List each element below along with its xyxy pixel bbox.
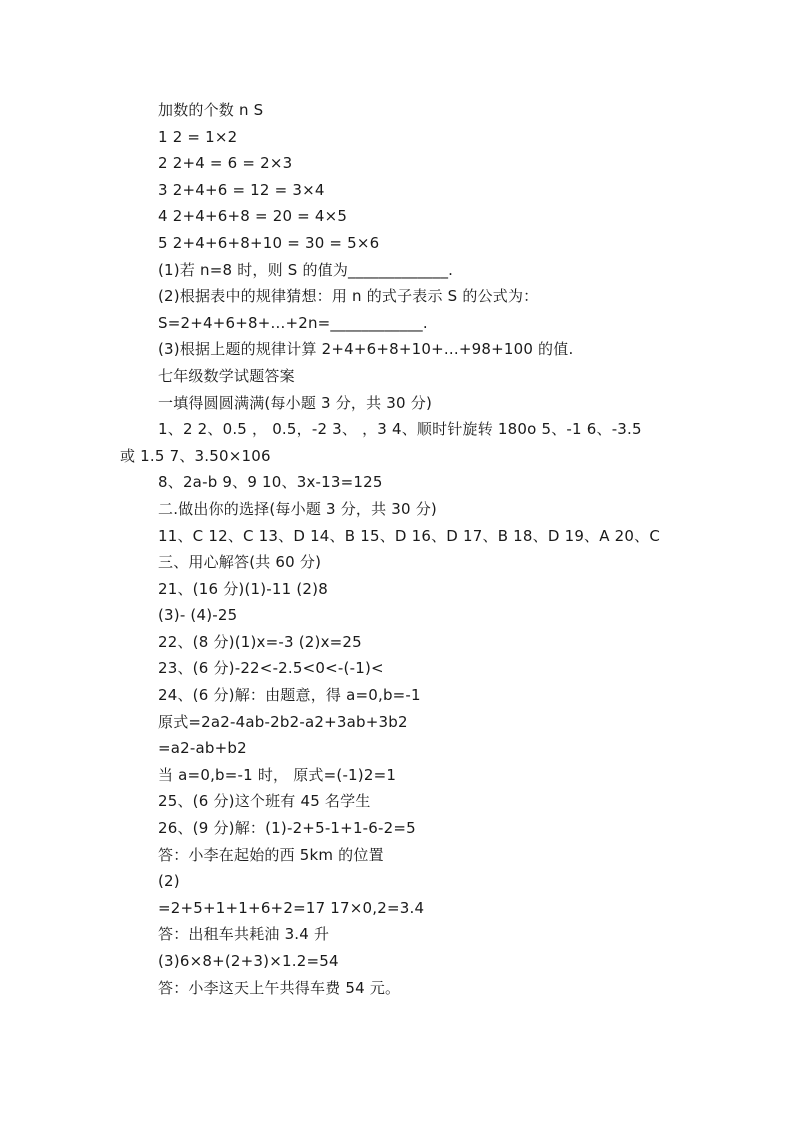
answer-line: 25、(6 分)这个班有 45 名学生 [158, 792, 371, 811]
answer-line: 答：出租车共耗油 3.4 升 [158, 925, 330, 944]
answer-line: 1、2 2、0.5 ， 0.5，-2 3、 ，3 4、顺时针旋转 180o 5、-1 6、-3.5 [158, 420, 642, 439]
answer-line: 答：小李这天上午共得车费 54 元。 [158, 978, 401, 997]
table-row: 2 2+4 = 6 = 2×3 [158, 154, 293, 173]
table-row: 5 2+4+6+8+10 = 30 = 5×6 [158, 233, 380, 252]
answer-line: =2+5+1+1+6+2=17 17×0,2=3.4 [158, 898, 425, 917]
answer-line: 8、2a-b 9、9 10、3x-13=125 [158, 473, 383, 492]
answer-line: 11、C 12、C 13、D 14、B 15、D 16、D 17、B 18、D 19、A 20、C [158, 526, 661, 545]
table-header: 加数的个数 n S [158, 101, 264, 119]
answer-line: 21、(16 分)(1)-11 (2)8 [158, 579, 328, 598]
answer-line-continuation: 或 1.5 7、3.50×106 [120, 446, 271, 465]
answer-line: 当 a=0,b=-1 时， 原式=(-1)2=1 [158, 765, 397, 784]
answer-line: 24、(6 分)解：由题意，得 a=0,b=-1 [158, 686, 421, 705]
section-1-heading: 一填得圆圆满满(每小题 3 分，共 30 分) [158, 393, 433, 412]
answer-line: 22、(8 分)(1)x=-3 (2)x=25 [158, 632, 362, 651]
question-2-formula: S=2+4+6+8+...+2n=____________. [158, 313, 428, 332]
answer-line: (3)6×8+(2+3)×1.2=54 [158, 952, 339, 970]
document-body [120, 97, 700, 1001]
answer-line: (2) [158, 872, 180, 891]
table-row: 1 2 = 1×2 [158, 127, 238, 146]
answer-line: 原式=2a2-4ab-2b2-a2+3ab+3b2 [158, 712, 408, 731]
question-2: (2)根据表中的规律猜想：用 n 的式子表示 S 的公式为： [158, 287, 539, 306]
answer-line: 23、(6 分)-22<-2.5<0<-(-1)< [158, 659, 384, 678]
section-2-heading: 二.做出你的选择(每小题 3 分，共 30 分) [158, 499, 437, 518]
answer-title: 七年级数学试题答案 [158, 366, 295, 385]
answer-line: 26、(9 分)解：(1)-2+5-1+1-6-2=5 [158, 819, 416, 838]
section-3-heading: 三、用心解答(共 60 分) [158, 553, 322, 572]
question-1: (1)若 n=8 时，则 S 的值为_____________. [158, 260, 454, 279]
table-row: 4 2+4+6+8 = 20 = 4×5 [158, 207, 348, 226]
answer-line: =a2-ab+b2 [158, 739, 247, 758]
answer-line: 答：小李在起始的西 5km 的位置 [158, 845, 384, 864]
answer-line: (3)- (4)-25 [158, 606, 238, 625]
table-row: 3 2+4+6 = 12 = 3×4 [158, 180, 325, 199]
question-3: (3)根据上题的规律计算 2+4+6+8+10+...+98+100 的值. [158, 340, 574, 359]
